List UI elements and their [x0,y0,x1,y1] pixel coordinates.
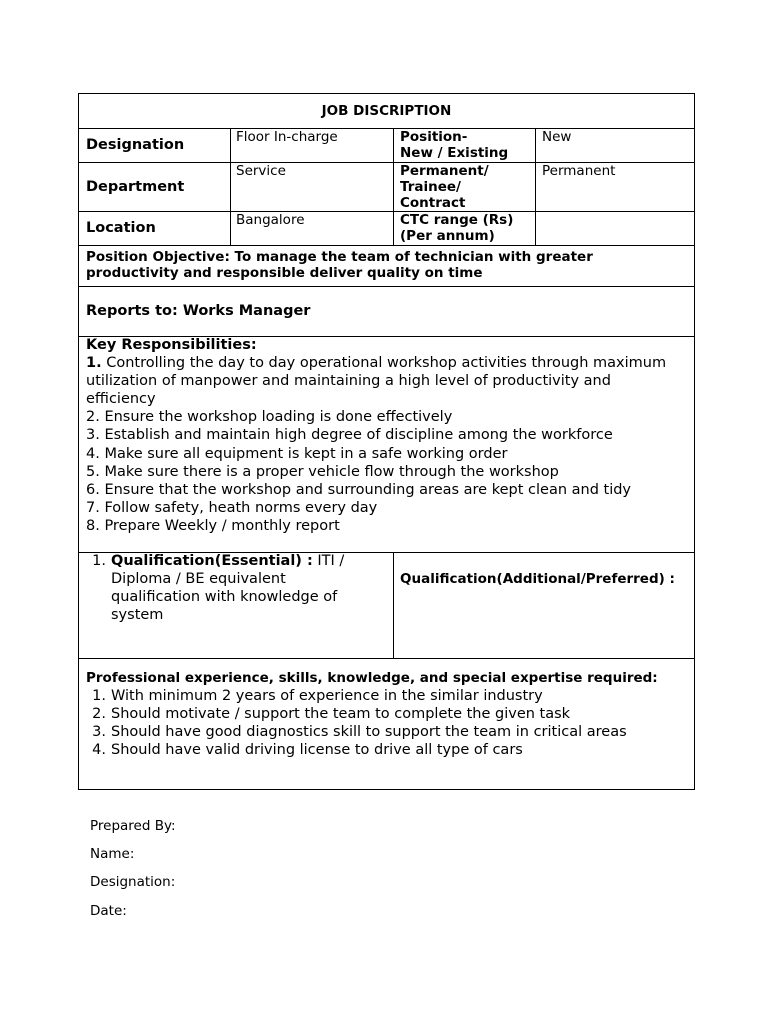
list-item: efficiency [86,391,156,408]
column-divider [393,128,394,245]
date-label: Date: [90,903,127,919]
list-item: 1. With minimum 2 years of experience in the similar industry [92,688,543,704]
list-item: 4. Should have valid driving license to drive all type of cars [92,742,523,759]
designation-footer-label: Designation: [90,874,176,890]
qualification-essential: 1. Qualification(Essential) : ITI / Diploma / BE equivalent qualification with knowledge of system [92,553,345,624]
name-label: Name: [90,846,135,862]
experience-heading: Professional experience, skills, knowledge, and special expertise required: [86,670,658,686]
list-item: 6. Ensure that the workshop and surrounding areas are kept clean and tidy [86,481,632,498]
employment-type-label: Permanent/ Trainee/ Contract [400,163,489,211]
position-objective: Position Objective: To manage the team of technician with greater productivity and responsible deliver quality on time [86,249,593,281]
list-item: 8. Prepare Weekly / monthly report [86,517,340,534]
list-item: 3. Should have good diagnostics skill to support the team in critical areas [92,724,627,741]
list-item: 5. Make sure there is a proper vehicle flow through the workshop [86,463,559,480]
employment-type-value: Permanent [542,163,616,179]
location-value: Bangalore [236,212,305,228]
list-item: 1. Controlling the day to day operational workshop activities through maximum [86,355,667,372]
list-item: 7. Follow safety, heath norms every day [86,499,378,516]
list-item: 2. Should motivate / support the team to complete the given task [92,706,571,723]
column-divider [230,128,231,245]
position-label: Position- New / Existing [400,129,509,161]
job-description-table [78,93,695,790]
list-item: utilization of manpower and maintaining a high level of productivity and [86,373,611,390]
location-label: Location [86,220,156,236]
designation-value: Floor In-charge [236,129,338,145]
reports-to: Reports to: Works Manager [86,303,311,319]
key-responsibilities [86,336,691,535]
row-divider [79,245,694,246]
column-divider [393,552,394,658]
row-divider [79,211,694,212]
row-divider [79,128,694,129]
list-item: 4. Make sure all equipment is kept in a safe working order [86,445,508,462]
department-label: Department [86,179,185,195]
row-divider [79,286,694,287]
department-value: Service [236,163,286,179]
ctc-range-label: CTC range (Rs) (Per annum) [400,212,514,244]
list-item: 2. Ensure the workshop loading is done effectively [86,409,453,426]
designation-label: Designation [86,137,185,153]
column-divider [535,128,536,245]
document-title: JOB DISCRIPTION [321,103,452,119]
key-responsibilities-heading: Key Responsibilities: [86,337,257,353]
position-value: New [542,129,572,145]
experience-section [86,670,691,759]
qualification-additional: Qualification(Additional/Preferred) : [400,571,675,587]
row-divider [79,658,694,659]
prepared-by-label: Prepared By: [90,818,176,834]
list-item: 3. Establish and maintain high degree of discipline among the workforce [86,427,613,444]
